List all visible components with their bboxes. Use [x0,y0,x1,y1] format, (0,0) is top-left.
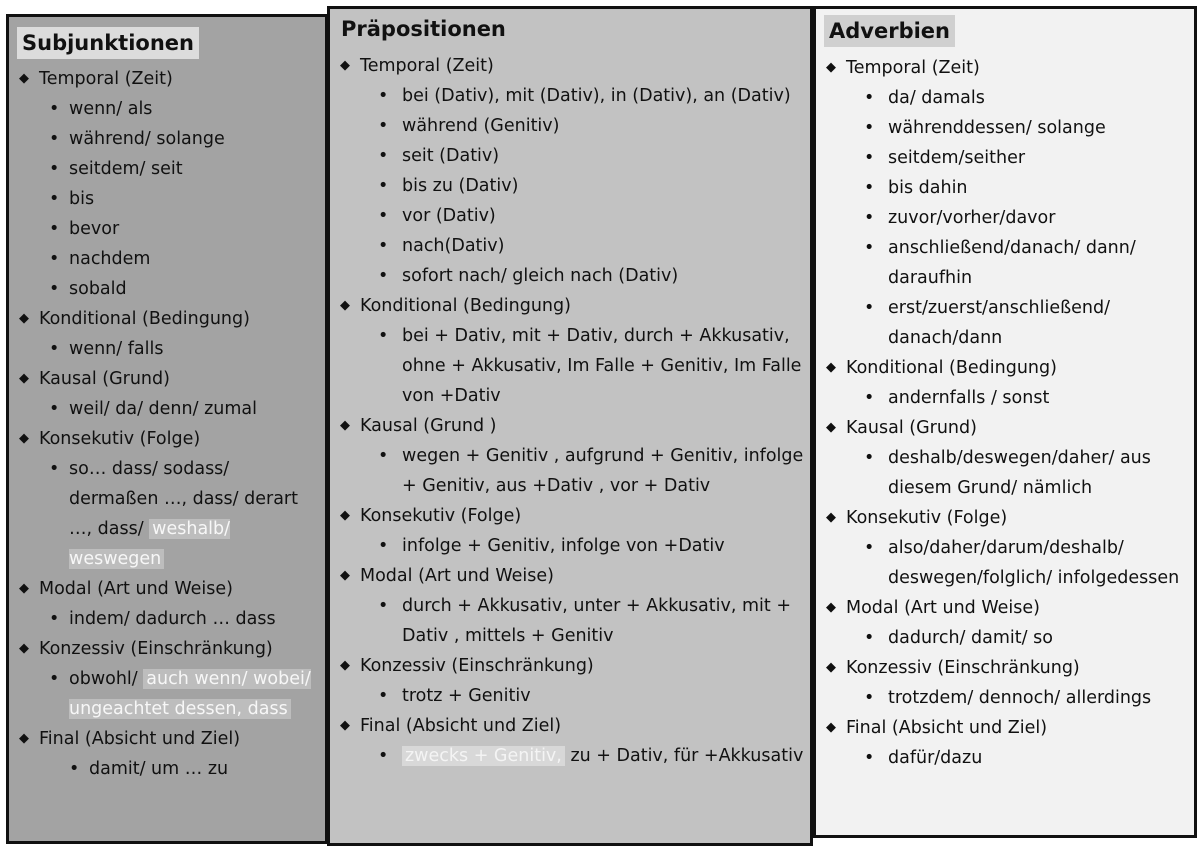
list-item: • sofort nach/ gleich nach (Dativ) [378,261,806,291]
item-text: so… dass/ sodass/ dermaßen …, dass/ derart …, dass/ [69,459,298,539]
list-item: • nachdem [49,244,321,274]
list-item: • währenddessen/ solange [864,113,1190,143]
diamond-bullet-icon: ◆ [826,600,836,615]
group-konsekutiv [17,424,321,574]
diamond-bullet-icon: ◆ [19,641,29,656]
group-temporal [824,53,1190,353]
highlighted-text: zwecks + Genitiv, [402,746,565,766]
list-item: • bevor [49,214,321,244]
list-item: • bei (Dativ), mit (Dativ), in (Dativ), an (Dativ) [378,81,806,111]
diamond-bullet-icon: ◆ [340,658,350,673]
list-item: • vor (Dativ) [378,201,806,231]
list-item: • seitdem/ seit [49,154,321,184]
group-konsekutiv [824,503,1190,593]
column-adverbien [813,6,1197,838]
diamond-bullet-icon: ◆ [826,660,836,675]
group-heading: Kausal (Grund) [39,369,170,389]
group-temporal [17,64,321,304]
diamond-bullet-icon: ◆ [19,431,29,446]
group-heading: Konzessiv (Einschränkung) [360,656,594,676]
list-item: • seitdem/seither [864,143,1190,173]
group-heading: Konsekutiv (Folge) [360,506,522,526]
highlighted-text: weshalb/ weswegen [69,519,231,569]
list-item: • trotzdem/ dennoch/ allerdings [864,683,1190,713]
group-konditional [824,353,1190,413]
group-heading: Final (Absicht und Ziel) [39,729,241,749]
column-praepositionen [327,6,813,846]
group-list [338,51,806,771]
diamond-bullet-icon: ◆ [340,58,350,73]
diamond-bullet-icon: ◆ [19,311,29,326]
group-kausal [17,364,321,424]
group-heading: Temporal (Zeit) [360,56,494,76]
group-list [824,53,1190,773]
list-item: • nach(Dativ) [378,231,806,261]
list-item: • also/daher/darum/deshalb/ deswegen/folglich/ infolgedessen [864,533,1190,593]
group-heading: Modal (Art und Weise) [846,598,1040,618]
diamond-bullet-icon: ◆ [340,718,350,733]
group-heading: Konditional (Bedingung) [846,358,1057,378]
list-item: • wenn/ falls [49,334,321,364]
list-item: • da/ damals [864,83,1190,113]
list-item: • bis [49,184,321,214]
column-subjunktionen [6,14,328,844]
group-heading: Modal (Art und Weise) [39,579,233,599]
group-final [338,711,806,771]
list-item: • infolge + Genitiv, infolge von +Dativ [378,531,806,561]
list-item [378,741,806,771]
column-title: Adverbien [824,15,955,47]
group-heading: Konditional (Bedingung) [360,296,571,316]
list-item: • bis zu (Dativ) [378,171,806,201]
diamond-bullet-icon: ◆ [826,720,836,735]
diamond-bullet-icon: ◆ [826,360,836,375]
group-final [824,713,1190,773]
list-item: • erst/zuerst/anschließend/ danach/dann [864,293,1190,353]
group-konsekutiv [338,501,806,561]
group-heading: Kausal (Grund) [846,418,977,438]
diamond-bullet-icon: ◆ [19,371,29,386]
diamond-bullet-icon: ◆ [340,298,350,313]
group-konditional [338,291,806,411]
highlighted-text: auch wenn/ wobei/ ungeachtet dessen, dass [69,669,311,719]
diamond-bullet-icon: ◆ [826,510,836,525]
list-item: • anschließend/danach/ dann/ daraufhin [864,233,1190,293]
list-item: • dadurch/ damit/ so [864,623,1190,653]
group-heading: Konzessiv (Einschränkung) [39,639,273,659]
list-item [49,454,321,574]
group-heading: Final (Absicht und Ziel) [846,718,1048,738]
list-item: • durch + Akkusativ, unter + Akkusativ, mit + Dativ , mittels + Genitiv [378,591,806,651]
group-final [17,724,321,784]
diamond-bullet-icon: ◆ [19,71,29,86]
group-modal [338,561,806,651]
group-heading: Konsekutiv (Folge) [846,508,1008,528]
item-text: zu + Dativ, für +Akkusativ [570,746,804,766]
diamond-bullet-icon: ◆ [826,420,836,435]
column-title: Subjunktionen [17,27,199,59]
group-modal [824,593,1190,653]
group-konzessiv [824,653,1190,713]
diamond-bullet-icon: ◆ [340,568,350,583]
list-item: • andernfalls / sonst [864,383,1190,413]
list-item: • trotz + Genitiv [378,681,806,711]
diamond-bullet-icon: ◆ [340,508,350,523]
list-item: • wenn/ als [49,94,321,124]
diamond-bullet-icon: ◆ [340,418,350,433]
group-list [17,64,321,784]
list-item: • dafür/dazu [864,743,1190,773]
diamond-bullet-icon: ◆ [826,60,836,75]
group-kausal [338,411,806,501]
list-item [49,664,321,724]
group-heading: Temporal (Zeit) [39,69,173,89]
list-item: • zuvor/vorher/davor [864,203,1190,233]
column-title: Präpositionen [341,17,506,41]
list-item: • seit (Dativ) [378,141,806,171]
item-text: obwohl/ [69,669,138,689]
group-heading: Final (Absicht und Ziel) [360,716,562,736]
group-heading: Temporal (Zeit) [846,58,980,78]
list-item: • indem/ dadurch … dass [49,604,321,634]
list-item: • während (Genitiv) [378,111,806,141]
group-temporal [338,51,806,291]
list-item: • weil/ da/ denn/ zumal [49,394,321,424]
list-item: • deshalb/deswegen/daher/ aus diesem Grund/ nämlich [864,443,1190,503]
group-heading: Konzessiv (Einschränkung) [846,658,1080,678]
group-heading: Konditional (Bedingung) [39,309,250,329]
list-item: • bei + Dativ, mit + Dativ, durch + Akkusativ, ohne + Akkusativ, Im Falle + Genitiv, Im Falle von +Dativ [378,321,806,411]
list-item: • bis dahin [864,173,1190,203]
group-heading: Konsekutiv (Folge) [39,429,201,449]
diamond-bullet-icon: ◆ [19,731,29,746]
group-konditional [17,304,321,364]
group-modal [17,574,321,634]
diamond-bullet-icon: ◆ [19,581,29,596]
group-heading: Modal (Art und Weise) [360,566,554,586]
list-item: • sobald [49,274,321,304]
group-konzessiv [338,651,806,711]
list-item: • während/ solange [49,124,321,154]
list-item: • damit/ um … zu [49,754,321,784]
list-item: • wegen + Genitiv , aufgrund + Genitiv, infolge + Genitiv, aus +Dativ , vor + Dativ [378,441,806,501]
group-kausal [824,413,1190,503]
group-heading: Kausal (Grund ) [360,416,497,436]
group-konzessiv [17,634,321,724]
